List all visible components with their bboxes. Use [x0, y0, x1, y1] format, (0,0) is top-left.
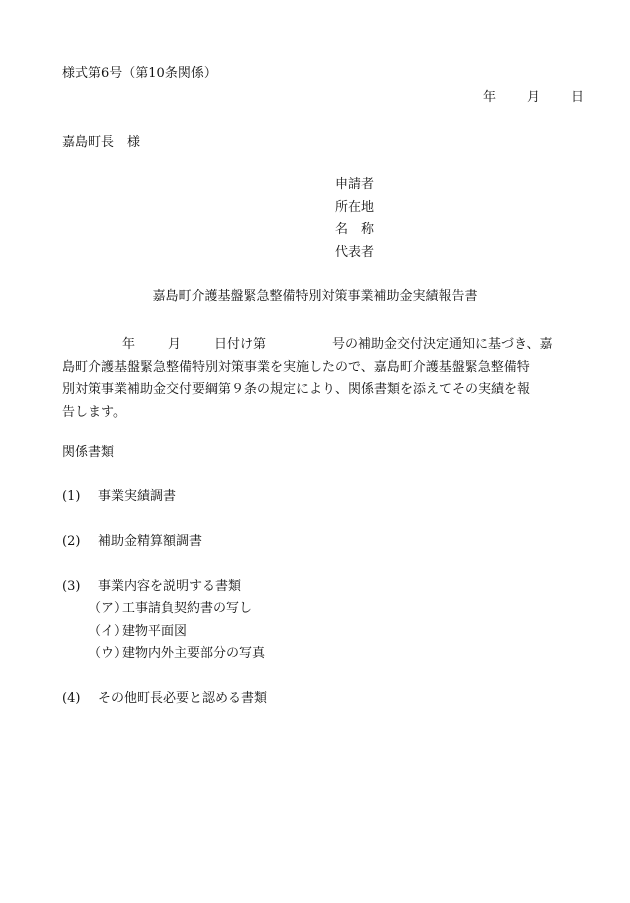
sub-list-item	[88, 625, 187, 638]
body-dated: 日付け第	[214, 337, 267, 352]
sub-list-item	[88, 602, 252, 615]
sub-list-item-number: （イ）	[88, 624, 128, 639]
sub-list-item	[88, 647, 265, 660]
list-item-number: (2)	[62, 534, 81, 549]
list-item-label: 事業実績調書	[98, 489, 177, 504]
list-item	[62, 490, 176, 503]
list-item-number: (4)	[62, 691, 81, 706]
form-number: 様式第6号（第10条関係）	[62, 66, 217, 81]
body-line-2: 島町介護基盤緊急整備特別対策事業を実施したので、嘉島町介護基盤緊急整備特	[62, 359, 530, 375]
list-item-number: (3)	[62, 579, 81, 594]
representative-label: 代表者	[335, 244, 375, 260]
body-month: 月	[168, 337, 182, 352]
sub-list-item-label: 工事請負契約書の写し	[122, 601, 253, 616]
date-month: 月	[527, 90, 541, 105]
address-label: 所在地	[335, 199, 375, 215]
list-item-label: 補助金精算額調書	[98, 534, 203, 549]
body-year: 年	[122, 337, 136, 352]
body-line-1	[62, 334, 583, 357]
date-day: 日	[571, 90, 585, 105]
list-item	[62, 692, 267, 705]
date-line	[483, 91, 584, 104]
list-item-label: その他町長必要と認める書類	[98, 691, 268, 706]
sub-list-item-number: （ア）	[88, 601, 128, 616]
list-item	[62, 535, 202, 548]
body-line-1-rest: 号の補助金交付決定通知に基づき、嘉	[332, 337, 553, 352]
list-item	[62, 580, 241, 593]
list-item-label: 事業内容を説明する書類	[98, 579, 242, 594]
list-item-number: (1)	[62, 489, 81, 504]
addressee: 嘉島町長 様	[62, 135, 141, 150]
date-year: 年	[483, 90, 497, 105]
document-title: 嘉島町介護基盤緊急整備特別対策事業補助金実績報告書	[152, 289, 478, 304]
sub-list-item-label: 建物平面図	[122, 624, 188, 639]
body-line-4: 告します。	[62, 404, 126, 420]
body-line-3: 別対策事業補助金交付要綱第９条の規定により、関係書類を添えてその実績を報	[62, 382, 531, 397]
documents-heading: 関係書類	[62, 445, 115, 460]
applicant-block	[335, 178, 374, 268]
applicant-label: 申請者	[335, 177, 375, 192]
body-paragraph	[62, 334, 583, 424]
sub-list-item-label: 建物内外主要部分の写真	[122, 646, 266, 661]
sub-list-item-number: （ウ）	[88, 646, 128, 661]
name-label: 名 称	[335, 222, 375, 237]
